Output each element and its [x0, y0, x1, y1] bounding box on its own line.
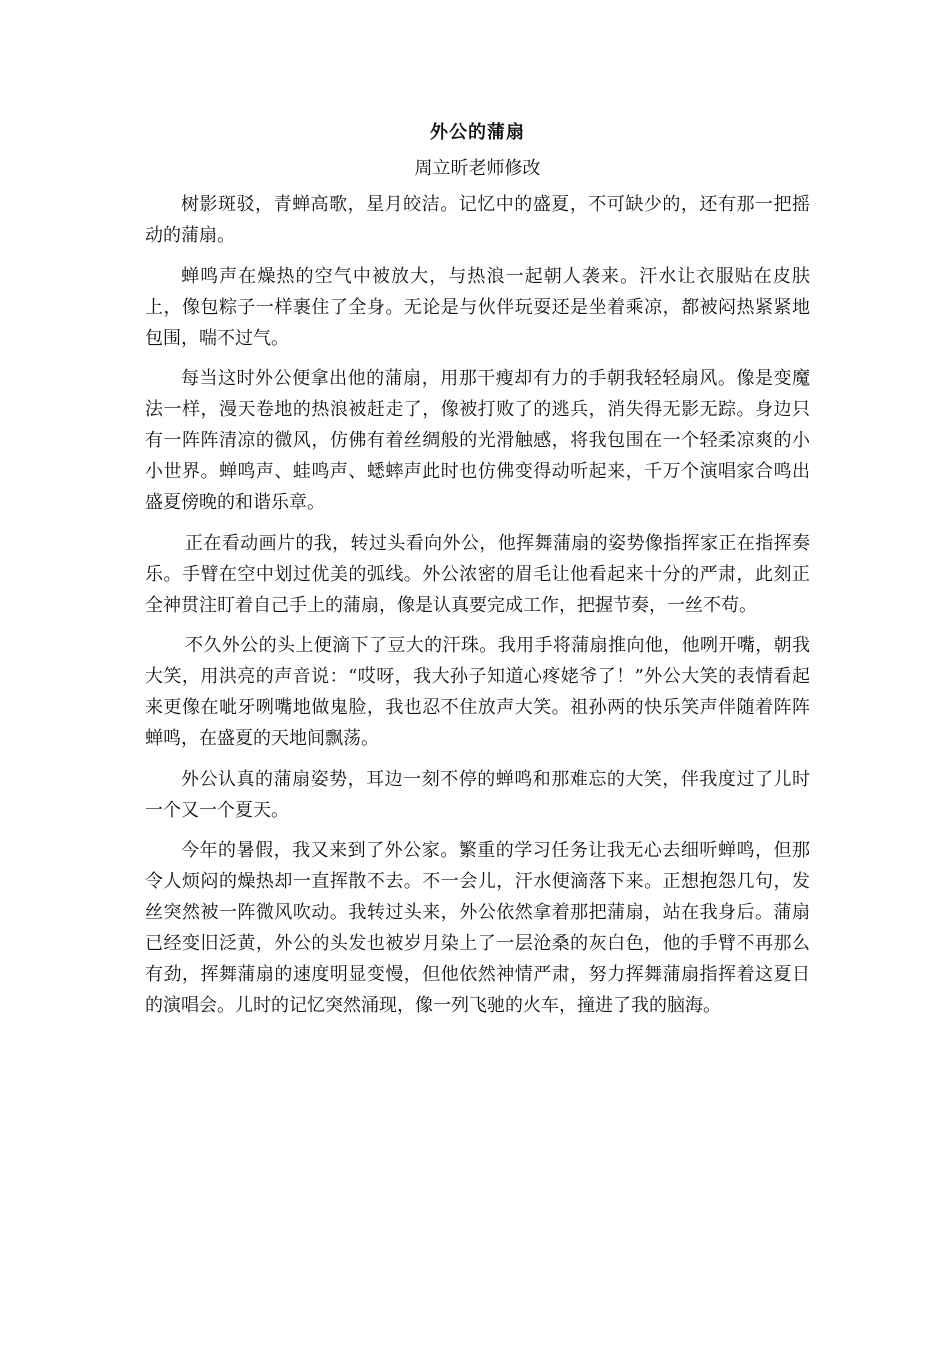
document-page: [145, 115, 810, 1031]
paragraph-3: 每当这时外公便拿出他的蒲扇，用那干瘦却有力的手朝我轻轻扇风。像是变魔法一样，漫天卷地的热浪被赶走了，像被打败了的逃兵，消失得无影无踪。身边只有一阵阵清凉的微风，仿佛有着丝绸般的光滑触感，将我包围在一个轻柔凉爽的小小世界。蝉鸣声、蛙鸣声、蟋蟀声此时也仿佛变得动听起来，千万个演唱家合鸣出盛夏傍晚的和谐乐章。: [145, 368, 810, 513]
paragraph-2: 蝉鸣声在燥热的空气中被放大，与热浪一起朝人袭来。汗水让衣服贴在皮肤上，像包粽子一样裹住了全身。无论是与伙伴玩耍还是坐着乘凉，都被闷热紧紧地包围，喘不过气。: [145, 265, 810, 349]
paragraph-4: 正在看动画片的我，转过头看向外公，他挥舞蒲扇的姿势像指挥家正在指挥奏乐。手臂在空中划过优美的弧线。外公浓密的眉毛让他看起来十分的严肃，此刻正全神贯注盯着自己手上的蒲扇，像是认真要完成工作，把握节奏，一丝不苟。: [145, 532, 810, 616]
essay-title: 外公的蒲扇: [430, 122, 525, 143]
paragraph-6: 外公认真的蒲扇姿势，耳边一刻不停的蝉鸣和那难忘的大笑，伴我度过了儿时一个又一个夏天。: [145, 768, 810, 821]
author-line: 周立昕老师修改: [414, 158, 541, 179]
paragraph-7: 今年的暑假，我又来到了外公家。繁重的学习任务让我无心去细听蝉鸣，但那令人烦闷的燥热却一直挥散不去。不一会儿，汗水便滴落下来。正想抱怨几句，发丝突然被一阵微风吹动。我转过头来，外公依然拿着那把蒲扇，站在我身后。蒲扇已经变旧泛黄，外公的头发也被岁月染上了一层沧桑的灰白色，他的手臂不再那么有劲，挥舞蒲扇的速度明显变慢，但他依然神情严肃，努力挥舞蒲扇指挥着这夏日的演唱会。儿时的记忆突然涌现，像一列飞驰的火车，撞进了我的脑海。: [145, 840, 810, 1016]
paragraph-5: 不久外公的头上便滴下了豆大的汗珠。我用手将蒲扇推向他，他咧开嘴，朝我大笑，用洪亮的声音说：“哎呀，我大孙子知道心疼姥爷了！”外公大笑的表情看起来更像在呲牙咧嘴地做鬼脸，我也忍不住放声大笑。祖孙两的快乐笑声伴随着阵阵蝉鸣，在盛夏的天地间飘荡。: [145, 635, 810, 749]
paragraph-1: 树影斑驳，青蝉高歌，星月皎洁。记忆中的盛夏，不可缺少的，还有那一把摇动的蒲扇。: [145, 194, 810, 246]
